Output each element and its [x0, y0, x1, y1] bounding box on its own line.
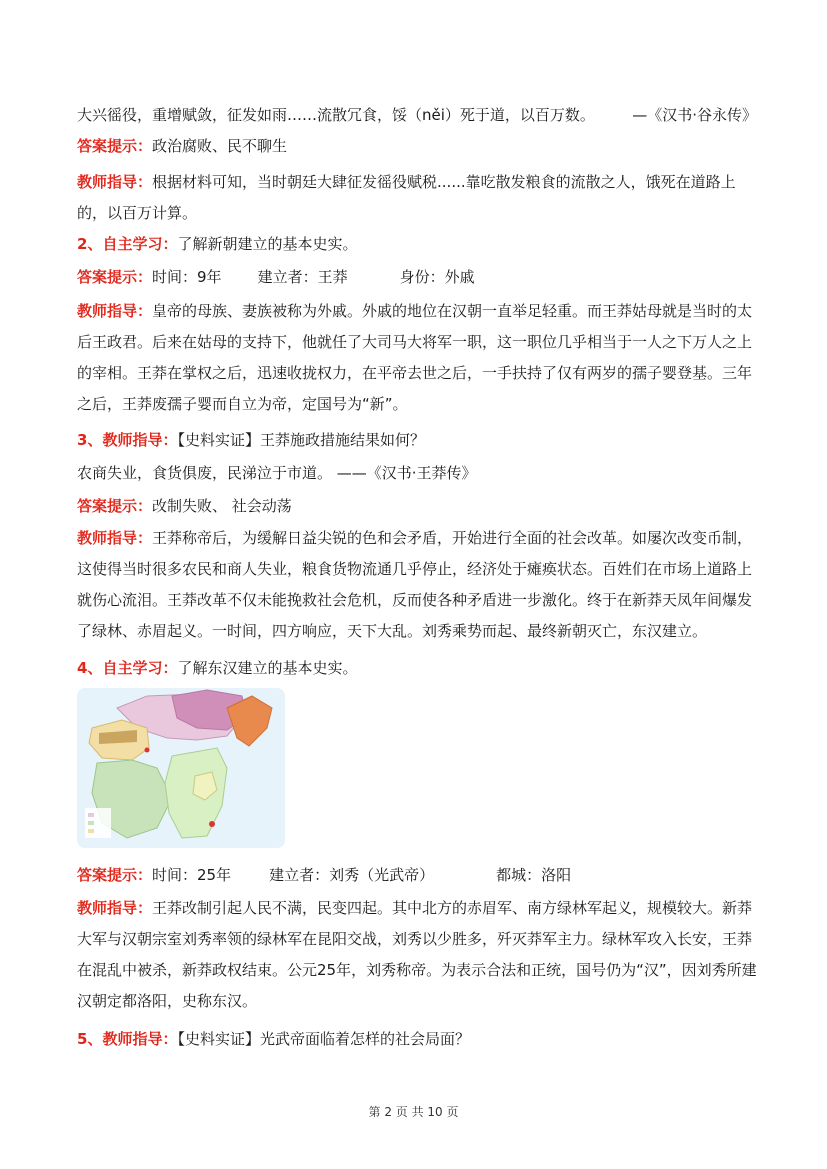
- answer-founder: 建立者：刘秀（光武帝）: [269, 866, 435, 884]
- teacher-guide-3: [77, 523, 757, 647]
- section-2-heading: [77, 229, 757, 260]
- section-label: 教师指导：: [102, 1030, 178, 1048]
- answer-label: 答案提示：: [77, 866, 153, 884]
- eastern-han-map-image: [77, 688, 285, 848]
- guide-text: 皇帝的母族、妻族被称为外戚。外戚的地位在汉朝一直举足轻重。而王莽姑母就是当时的太后王政君。后来在姑母的支持下，他就任了大司马大将军一职，这一职位几乎相当于一人之下万人之上的宰相。王莽在掌权之后，迅速收拢权力，在平帝去世之后，一手扶持了仅有两岁的孺子婴登基。三年之后，王莽废孺子婴而自立为帝，定国号为“新”。: [77, 302, 753, 413]
- quote-wangmang: [77, 458, 757, 489]
- answer-label: 答案提示：: [77, 497, 153, 515]
- answer-hint-1: [77, 131, 757, 162]
- answer-time: 时间：9年: [152, 268, 222, 286]
- teacher-guide-1: [77, 167, 757, 229]
- teacher-guide-4: [77, 893, 757, 1017]
- quote-text: 大兴徭役，重增赋敛，征发如雨……流散冗食，馁（něi）死于道，以百万数。: [77, 106, 595, 124]
- guide-label: 教师指导：: [77, 173, 153, 191]
- section-text: 【史料实证】王莽施政措施结果如何？: [177, 431, 425, 449]
- guide-label: 教师指导：: [77, 302, 153, 320]
- section-number: 3、: [77, 431, 103, 449]
- answer-hint-4: [77, 860, 757, 891]
- map-illustration: [77, 688, 285, 848]
- answer-hint-2: [77, 262, 757, 293]
- page-footer: 第 2 页 共 10 页: [368, 1105, 459, 1119]
- section-text: 【史料实证】光武帝面临着怎样的社会局面？: [177, 1030, 470, 1048]
- answer-capital: 都城：洛阳: [496, 866, 572, 884]
- section-text: 了解新朝建立的基本史实。: [177, 235, 358, 253]
- section-3-heading: [77, 425, 757, 456]
- section-number: 2、: [77, 235, 103, 253]
- quote-guyong: [77, 100, 757, 131]
- guide-label: 教师指导：: [77, 899, 153, 917]
- quote-source: —《汉书·谷永传》: [632, 106, 757, 124]
- answer-identity: 身份：外戚: [399, 268, 475, 286]
- answer-time: 时间：25年: [152, 866, 232, 884]
- section-5-heading: [77, 1024, 757, 1055]
- section-label: 自主学习：: [102, 235, 178, 253]
- guide-text: 王莽改制引起人民不满，民变四起。其中北方的赤眉军、南方绿林军起义，规模较大。新莽大军与汉朝宗室刘秀率领的绿林军在昆阳交战，刘秀以少胜多，歼灭莽军主力。绿林军攻入长安，王莽在混乱中被杀，新莽政权结束。公元25年，刘秀称帝。为表示合法和正统，国号仍为“汉”，因刘秀所建汉朝定都洛阳，史称东汉。: [77, 899, 757, 1010]
- answer-text: 改制失败、 社会动荡: [152, 497, 292, 515]
- section-4-heading: [77, 653, 757, 684]
- answer-hint-3: [77, 491, 757, 522]
- answer-founder: 建立者：王莽: [257, 268, 348, 286]
- answer-label: 答案提示：: [77, 268, 153, 286]
- guide-text: 根据材料可知，当时朝廷大肆征发徭役赋税......靠吃散发粮食的流散之人，饿死在道路上的，以百万计算。: [77, 173, 736, 222]
- guide-text: 王莽称帝后，为缓解日益尖锐的色和会矛盾，开始进行全面的社会改革。如屡次改变币制，这使得当时很多农民和商人失业，粮食货物流通几乎停止，经济处于瘫痪状态。百姓们在市场上道路上就伤心流泪。王莽改革不仅未能挽救社会危机，反而使各种矛盾进一步激化。终于在新莽天凤年间爆发了绿林、赤眉起义。一时间，四方响应，天下大乱。刘秀乘势而起、最终新朝灭亡，东汉建立。: [77, 529, 753, 640]
- section-number: 4、: [77, 659, 103, 677]
- section-label: 教师指导：: [102, 431, 178, 449]
- quote-text: 农商失业，食货俱废，民涕泣于市道。 ——《汉书·王莽传》: [77, 464, 477, 482]
- answer-text: 政治腐败、民不聊生: [152, 137, 288, 155]
- teacher-guide-2: [77, 296, 757, 420]
- section-label: 自主学习：: [102, 659, 178, 677]
- section-text: 了解东汉建立的基本史实。: [177, 659, 358, 677]
- answer-label: 答案提示：: [77, 137, 153, 155]
- section-number: 5、: [77, 1030, 103, 1048]
- guide-label: 教师指导：: [77, 529, 153, 547]
